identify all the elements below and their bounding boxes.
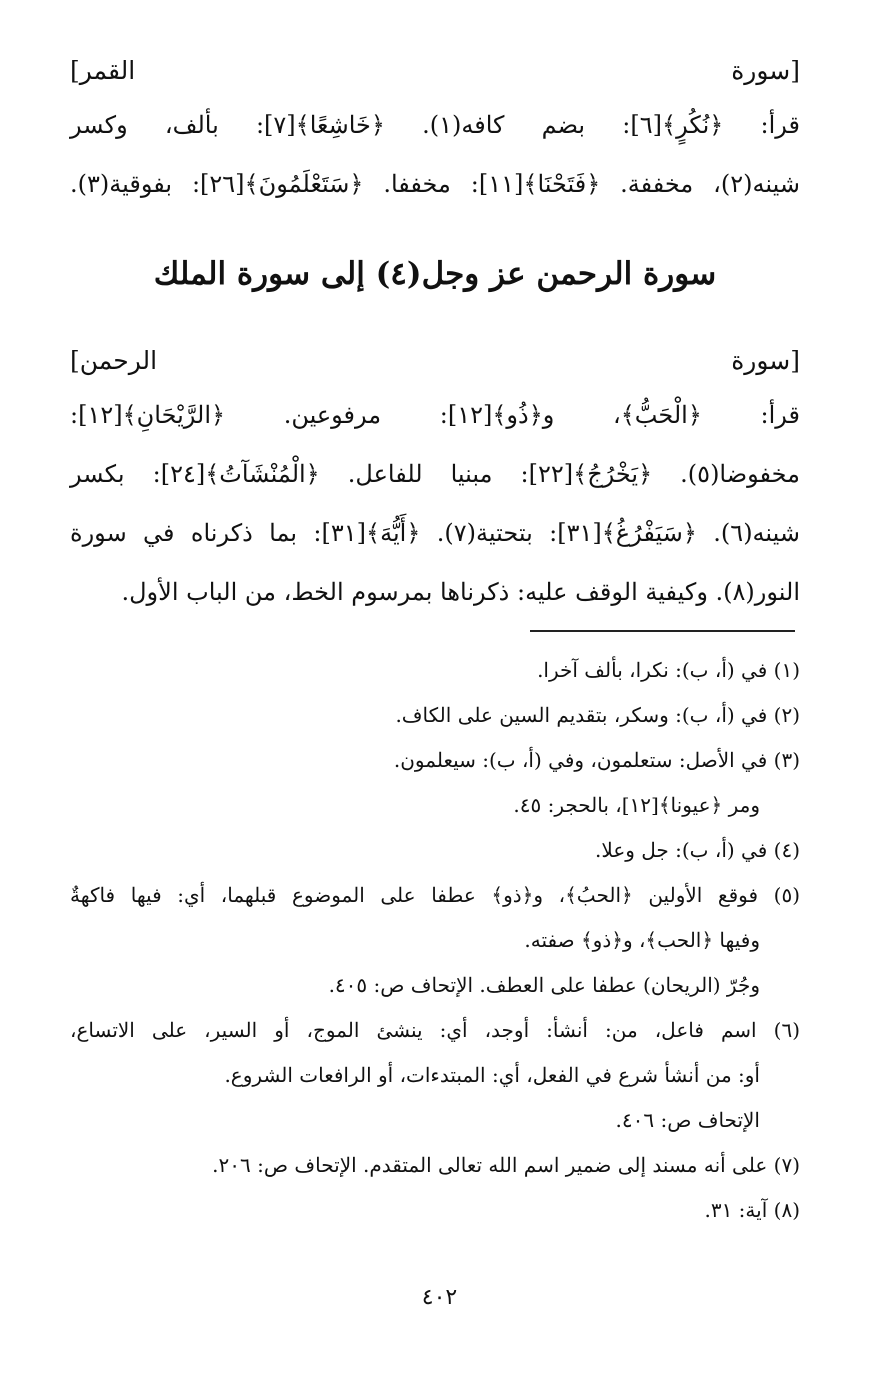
qamar-line-1: قرأ: ﴿نُكُرٍ﴾[٦]: بضم كافه(١). ﴿خَاشِعًا﴾[٧]: بألف، وكسر	[70, 111, 800, 139]
footnote-4: (٤) في (أ، ب): جل وعلا.	[595, 838, 800, 862]
surah-heading-qamar: [سورة القمر]	[70, 56, 800, 85]
rahman-line-2: مخفوضا(٥). ﴿يَخْرُجُ﴾[٢٢]: مبنيا للفاعل. ﴿الْمُنْشَآتُ﴾[٢٤]: بكسر	[70, 460, 801, 488]
footnote-5-line-3: وجُرّ (الريحان) عطفا على العطف. الإتحاف ص: ٤٠٥.	[328, 973, 760, 997]
footnote-5: (٥) فوقع الأولين ﴿الحبُ﴾، و﴿ذو﴾ عطفا على الموضوع قبلهما، أي: فيها فاكهةٌ	[70, 883, 800, 907]
rahman-line-3: شينه(٦). ﴿سَيَفْرُغُ﴾[٣١]: بتحتية(٧). ﴿أَيُّهَ﴾[٣١]: بما ذكرناه في سورة	[70, 519, 801, 547]
main-text	[70, 40, 800, 622]
footnote-1: (١) في (أ، ب): نكرا، بألف آخرا.	[537, 658, 800, 682]
rahman-line-1: قرأ: ﴿الْحَبُّ﴾، و﴿ذُو﴾[١٢]: مرفوعين. ﴿الرَّيْحَانِ﴾[١٢]:	[70, 401, 800, 429]
page-number: ٤٠٢	[421, 1285, 458, 1310]
footnote-divider	[530, 630, 795, 632]
footnote-6: (٦) اسم فاعل، من: أنشأ: أوجد، أي: ينشئ الموج، أو السير، على الاتساع،	[70, 1018, 800, 1042]
footnote-8: (٨) آية: ٣١.	[704, 1198, 800, 1222]
footnotes	[70, 648, 800, 1233]
footnote-3-continuation: ومر ﴿عيونا﴾[١٢]، بالحجر: ٤٥.	[513, 793, 760, 817]
footnote-6-line-3: الإتحاف ص: ٤٠٦.	[615, 1108, 760, 1132]
footnote-5-line-2: وفيها ﴿الحب﴾، و﴿ذو﴾ صفته.	[524, 928, 760, 952]
surah-heading-rahman: [سورة الرحمن]	[70, 346, 800, 375]
footnote-3: (٣) في الأصل: ستعلمون، وفي (أ، ب): سيعلمون.	[393, 748, 800, 772]
footnote-7: (٧) على أنه مسند إلى ضمير اسم الله تعالى المتقدم. الإتحاف ص: ٢٠٦.	[212, 1153, 800, 1177]
qamar-line-2: شينه(٢)، مخففة. ﴿فَتَحْنَا﴾[١١]: مخففا. ﴿سَتَعْلَمُونَ﴾[٢٦]: بفوقية(٣).	[70, 170, 800, 198]
footnote-2: (٢) في (أ، ب): وسكر، بتقديم السين على الكاف.	[395, 703, 800, 727]
rahman-line-4: النور(٨). وكيفية الوقف عليه: ذكرناها بمرسوم الخط، من الباب الأول.	[121, 578, 800, 606]
footnote-6-line-2: أو: من أنشأ شرع في الفعل، أي: المبتدءات، أو الرافعات الشروع.	[224, 1063, 760, 1087]
section-title: سورة الرحمن عز وجل(٤) إلى سورة الملك	[153, 256, 717, 292]
